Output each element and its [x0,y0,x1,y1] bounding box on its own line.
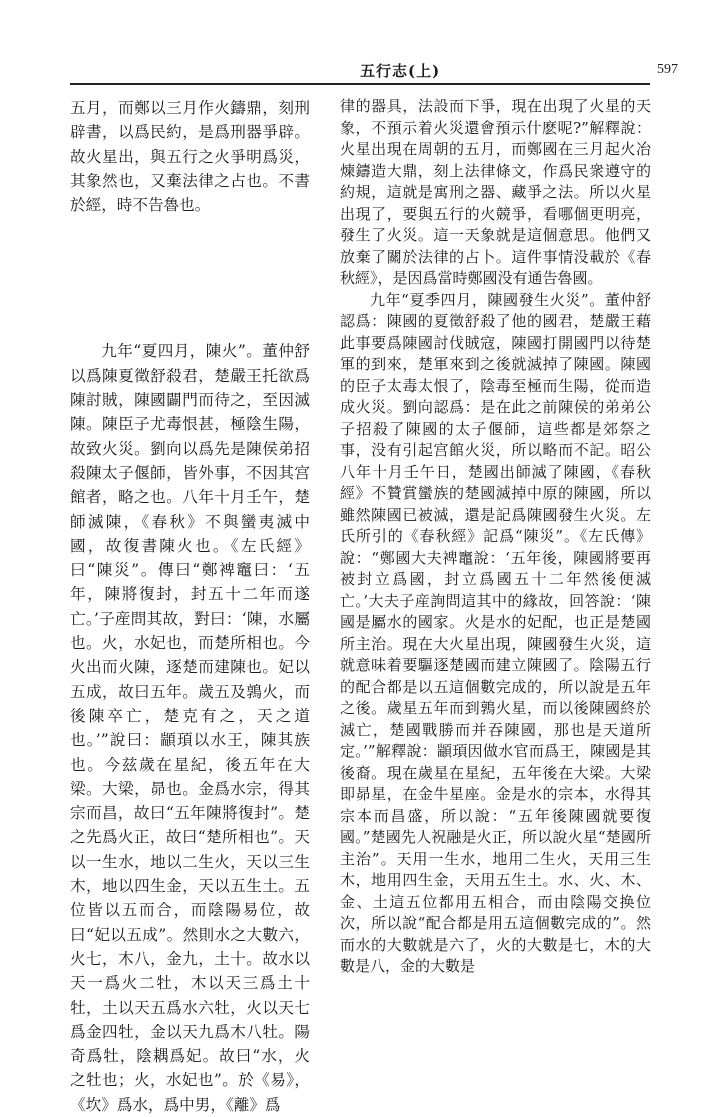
page-number: 597 [657,62,678,77]
header-rule [70,83,650,85]
classical-text-column [70,96,310,1117]
running-title: 五行志(上) [360,62,441,80]
classical-paragraph-2: 九年“夏四月，陳火”。董仲舒以爲陳夏徵舒殺君，楚嚴王托欲爲陳討賊，陳國闢門而待之，至因滅陳。陳臣子尤毒恨甚，極陰生陽，故致火災。劉向以爲先是陳侯弟招殺陳太子偃師，皆外事，不因其宫館者，略之也。八年十月壬午，楚師滅陳，《春秋》不與蠻夷滅中國，故復書陳火也。《左氏經》曰“陳災”。傳曰“鄭裨竈曰：‘五年，陳將復封，封五十二年而遂亡。’子産問其故，對曰：‘陳，水屬也。火，水妃也，而楚所相也。今火出而火陳，逐楚而建陳也。妃以五成，故曰五年。歲五及鶉火，而後陳卒亡，楚克有之，天之道也。’”說曰：顓頊以水王，陳其族也。今兹歲在星紀，後五年在大梁。大梁，昴也。金爲水宗，得其宗而昌，故曰“五年陳將復封”。楚之先爲火正，故曰“楚所相也”。天以一生水，地以二生火，天以三生木，地以四生金，天以五生土。五位皆以五而合，而陰陽易位，故曰“妃以五成”。然則水之大數六，火七，木八，金九，土十。故水以天一爲火二牡，木以天三爲土十牡，土以天五爲水六牡，火以天七爲金四牡，金以天九爲木八牡。陽奇爲牡，陰耦爲妃。故曰“水，火之牡也；火，水妃也”。於《易》，《坎》爲水，爲中男，《離》爲 [70,342,310,1114]
page-header [30,58,686,84]
translation-column [340,96,651,978]
translation-paragraph-2: 九年“夏季四月，陳國發生火災”。董仲舒認爲：陳國的夏徵舒殺了他的國君，楚嚴王藉此事要爲陳國討伐賊寇，陳國打開國門以待楚軍的到來，楚軍來到之後就滅掉了陳國。陳國的臣子太毒太恨了，陰毒至極而生陽，從而造成火災。劉向認爲：是在此之前陳侯的弟弟公子招殺了陳國的太子偃師，這些都是郊祭之事，没有引起宫館火災，所以略而不記。昭公八年十月壬午日，楚國出師滅了陳國，《春秋經》不贊賞蠻族的楚國滅掉中原的陳國，所以雖然陳國已被滅，還是記爲陳國發生火災。左氏所引的《春秋經》記爲“陳災”。《左氏傳》說：“鄭國大夫裨竈說：‘五年後，陳國將要再被封立爲國，封立爲國五十二年然後便滅亡。’大夫子産詢問這其中的緣故，回答說：‘陳國是屬水的國家。火是水的妃配，也正是楚國所主治。現在大火星出現，陳國發生火災，這就意味着要驅逐楚國而建立陳國了。陰陽五行的配合都是以五這個數完成的，所以說是五年之後。歲星五年而到鶉火星，而以後陳國終於滅亡，楚國戰勝而并吞陳國，那也是天道所定。’”解釋說：顓頊因做水官而爲王，陳國是其後裔。現在歲星在星紀，五年後在大梁。大梁即昴星，在金牛星座。金是水的宗本，水得其宗本而昌盛，所以說：“五年後陳國就要復國。”楚國先人祝融是火正，所以說火星“楚國所主治”。天用一生水，地用二生火，天用三生木，地用四生金，天用五生土。水、火、木、金、土這五位都用五相合，而由陰陽交换位次，所以說“配合都是用五這個數完成的”。然而水的大數就是六了，火的大數是七，木的大數是八，金的大數是 [340,290,651,975]
translation-paragraph-1: 律的器具，法設而下爭，現在出現了火星的天象，不預示着火災還會預示什麽呢?”解釋說：火星出現在周朝的五月，而鄭國在三月起火冶煉鑄造大鼎，刻上法律條文，作爲民衆遵守的約規，這就是寓刑之器、藏爭之法。所以火星出現了，要與五行的火競爭，看哪個更明亮，發生了火災。這一天象就是這個意思。他們又放棄了關於法律的占卜。這件事情没載於《春秋經》，是因爲當時鄭國没有通告魯國。 [340,97,651,287]
classical-paragraph-1: 五月，而鄭以三月作火鑄鼎，刻刑辟書，以爲民約，是爲刑器爭辟。故火星出，與五行之火爭明爲災，其象然也，又棄法律之占也。不書於經，時不告魯也。 [70,99,310,215]
